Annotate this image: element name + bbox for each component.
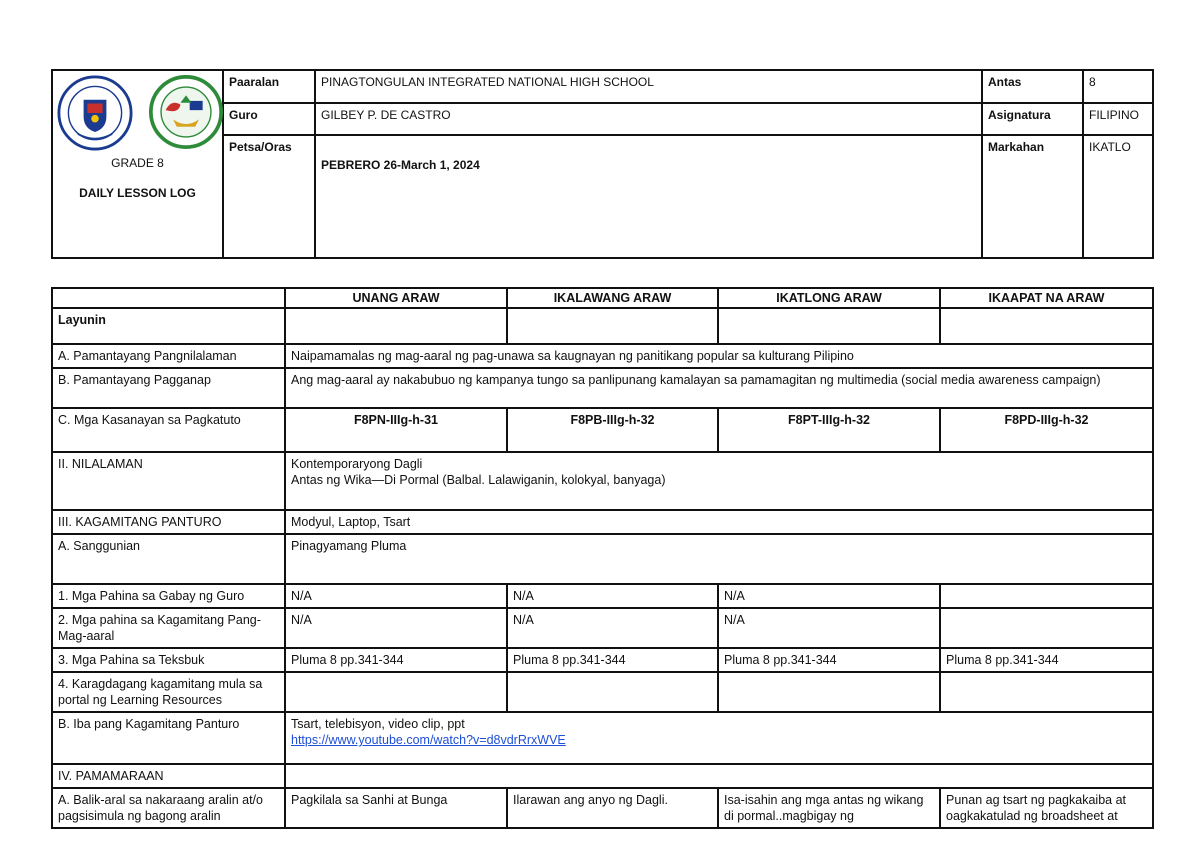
kagamitan-day3: N/A — [718, 608, 940, 648]
school-value: PINAGTONGULAN INTEGRATED NATIONAL HIGH SCHOOL — [315, 70, 982, 103]
col-day4: IKAAPAT NA ARAW — [940, 288, 1153, 308]
pagganap-label: B. Pamantayang Pagganap — [52, 368, 285, 408]
col-day3: IKATLONG ARAW — [718, 288, 940, 308]
corner-cell — [52, 288, 285, 308]
balik-aral-label: A. Balik-aral sa nakaraang aralin at/o pagsisimula ng bagong aralin — [52, 788, 285, 828]
log-title: DAILY LESSON LOG — [79, 186, 196, 200]
col-day1: UNANG ARAW — [285, 288, 507, 308]
nilalaman-line-1: Kontemporaryong Dagli — [291, 457, 423, 471]
kagamitan-day1: N/A — [285, 608, 507, 648]
code-day4: F8PD-IIIg-h-32 — [940, 408, 1153, 452]
layunin-cell-1 — [285, 308, 507, 344]
kagamitang-panturo-label: III. KAGAMITANG PANTURO — [52, 510, 285, 534]
header-logo-cell — [52, 70, 223, 258]
quarter-label: Markahan — [982, 135, 1083, 258]
sanggunian-value: Pinagyamang Pluma — [285, 534, 1153, 584]
kagamitan-day4 — [940, 608, 1153, 648]
level-label: Antas — [982, 70, 1083, 103]
date-value-cell — [315, 135, 982, 258]
level-value: 8 — [1083, 70, 1153, 103]
kasanayan-label: C. Mga Kasanayan sa Pagkatuto — [52, 408, 285, 452]
teksbuk-day4: Pluma 8 pp.341-344 — [940, 648, 1153, 672]
school-label: Paaralan — [223, 70, 315, 103]
sanggunian-label: A. Sanggunian — [52, 534, 285, 584]
layunin-cell-2 — [507, 308, 718, 344]
kagamitang-panturo-value: Modyul, Laptop, Tsart — [285, 510, 1153, 534]
gabay-day2: N/A — [507, 584, 718, 608]
kagamitan-mag-aaral-label: 2. Mga pahina sa Kagamitang Pang-Mag-aaral — [52, 608, 285, 648]
nilalaman-label: II. NILALAMAN — [52, 452, 285, 510]
iba-line-1: Tsart, telebisyon, video clip, ppt — [291, 717, 465, 731]
portal-day2 — [507, 672, 718, 712]
layunin-cell-4 — [940, 308, 1153, 344]
teksbuk-day1: Pluma 8 pp.341-344 — [285, 648, 507, 672]
portal-label: 4. Karagdagang kagamitang mula sa portal ng Learning Resources — [52, 672, 285, 712]
pagganap-value: Ang mag-aaral ay nakabubuo ng kampanya tungo sa panlipunang kamalayan sa pamamagitan ng multimedia (social media awareness campaign) — [285, 368, 1153, 408]
gabay-label: 1. Mga Pahina sa Gabay ng Guro — [52, 584, 285, 608]
portal-day1 — [285, 672, 507, 712]
portal-day4 — [940, 672, 1153, 712]
header-table — [51, 69, 1154, 259]
pamamaraan-value — [285, 764, 1153, 788]
quarter-value: IKATLO — [1083, 135, 1153, 258]
youtube-link[interactable]: https://www.youtube.com/watch?v=d8vdrRrxWVE — [291, 733, 566, 747]
teksbuk-label: 3. Mga Pahina sa Teksbuk — [52, 648, 285, 672]
deped-seal-icon — [57, 75, 133, 151]
nilalaman-value — [285, 452, 1153, 510]
code-day3: F8PT-IIIg-h-32 — [718, 408, 940, 452]
teksbuk-day2: Pluma 8 pp.341-344 — [507, 648, 718, 672]
pamamaraan-label: IV. PAMAMARAAN — [52, 764, 285, 788]
pangnilalaman-value: Naipamamalas ng mag-aaral ng pag-unawa sa kaugnayan ng panitikang popular sa kulturang Pilipino — [285, 344, 1153, 368]
grade-label: GRADE 8 — [111, 156, 164, 170]
date-label: Petsa/Oras — [223, 135, 315, 258]
code-day1: F8PN-IIIg-h-31 — [285, 408, 507, 452]
layunin-cell-3 — [718, 308, 940, 344]
pangnilalaman-label: A. Pamantayang Pangnilalaman — [52, 344, 285, 368]
balik-day1: Pagkilala sa Sanhi at Bunga — [285, 788, 507, 828]
teksbuk-day3: Pluma 8 pp.341-344 — [718, 648, 940, 672]
date-value: PEBRERO 26-March 1, 2024 — [321, 158, 480, 172]
gabay-day3: N/A — [718, 584, 940, 608]
portal-day3 — [718, 672, 940, 712]
subject-value: FILIPINO — [1083, 103, 1153, 135]
iba-pang-kagamitan-value — [285, 712, 1153, 764]
balik-day2: Ilarawan ang anyo ng Dagli. — [507, 788, 718, 828]
subject-label: Asignatura — [982, 103, 1083, 135]
teacher-label: Guro — [223, 103, 315, 135]
layunin-label: Layunin — [52, 308, 285, 344]
balik-day3: Isa-isahin ang mga antas ng wikang di pormal..magbigay ng — [718, 788, 940, 828]
school-seal-icon — [149, 75, 223, 149]
nilalaman-line-2: Antas ng Wika—Di Pormal (Balbal. Lalawiganin, kolokyal, banyaga) — [291, 473, 666, 487]
lesson-table — [51, 287, 1154, 829]
code-day2: F8PB-IIIg-h-32 — [507, 408, 718, 452]
iba-pang-kagamitan-label: B. Iba pang Kagamitang Panturo — [52, 712, 285, 764]
balik-day4: Punan ag tsart ng pagkakaiba at oagkakatulad ng broadsheet at — [940, 788, 1153, 828]
kagamitan-day2: N/A — [507, 608, 718, 648]
teacher-value: GILBEY P. DE CASTRO — [315, 103, 982, 135]
gabay-day1: N/A — [285, 584, 507, 608]
col-day2: IKALAWANG ARAW — [507, 288, 718, 308]
gabay-day4 — [940, 584, 1153, 608]
